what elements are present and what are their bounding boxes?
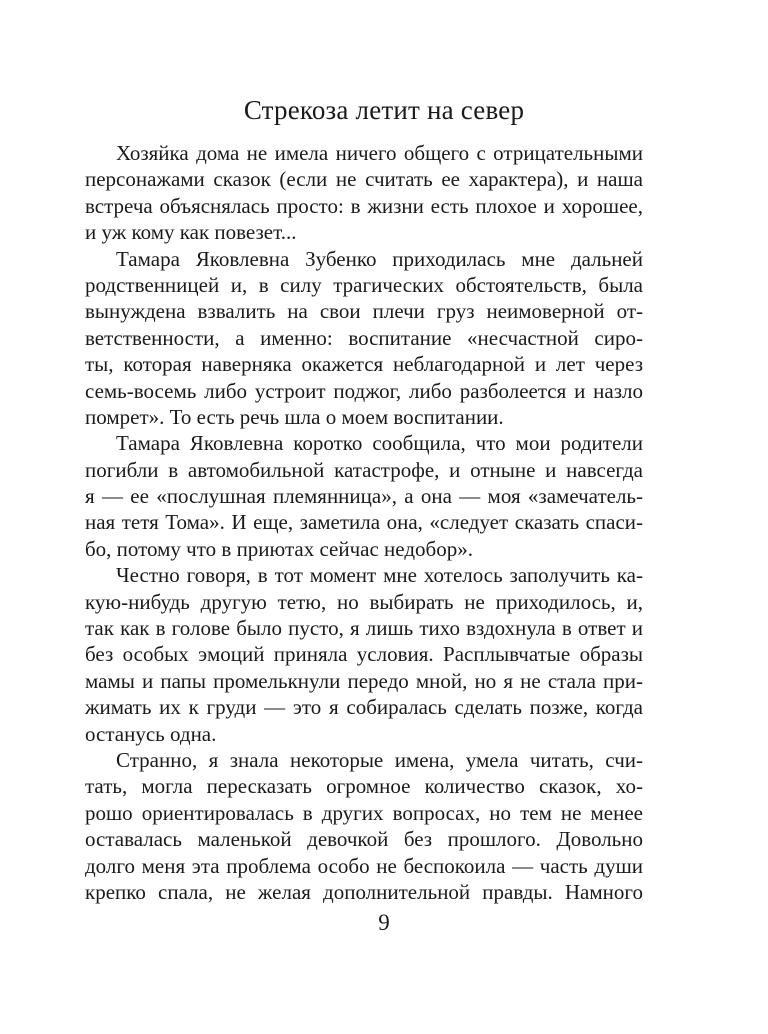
text-line: Тамара Яковлевна коротко сообщила, что мои родители [116,431,643,456]
text-line: персонажами сказок (если не считать ее характера), и наша [85,167,643,192]
text-line: бо, потому что в приютах сейчас недобор». [85,536,473,561]
text-line: родственницей и, в силу трагических обстоятельств, была [85,272,643,297]
text-line: крепко спала, не желая дополнительной правды. Намного [85,879,643,904]
text-line: оставалась маленькой девочкой без прошлого. Довольно [85,827,643,852]
text-line: Странно, я знала некоторые имена, умела читать, счи- [116,747,643,772]
page-number: 9 [378,910,390,935]
text-line: тать, могла пересказать огромное количество сказок, хо- [85,774,643,799]
text-line: жимать их к груди — это я собиралась сделать позже, когда [85,695,643,720]
text-line: семь-восемь либо устроит поджог, либо разболеется и назло [85,378,643,403]
text-line: помрет». То есть речь шла о моем воспитании. [85,404,504,429]
text-line: Тамара Яковлевна Зубенко приходилась мне дальней [116,246,643,271]
text-line: долго меня эта проблема особо не беспокоила — часть души [85,853,643,878]
text-line: так как в голове было пусто, я лишь тихо вздохнула в ответ и [85,616,643,641]
text-line: я — ее «послушная племянница», а она — моя «замечатель- [85,484,643,509]
text-line: погибли в автомобильной катастрофе, и отныне и навсегда [85,457,643,482]
text-line: без особых эмоций приняла условия. Расплывчатые образы [85,642,643,667]
text-line: Хозяйка дома не имела ничего общего с отрицательными [116,141,643,165]
body-text [85,140,643,905]
text-line: Честно говоря, в тот момент мне хотелось заполучить ка- [116,563,643,588]
text-line: рошо ориентировалась в других вопросах, но тем не менее [85,800,643,825]
text-line: и уж кому как повезет... [85,220,297,245]
text-line: ты, которая наверняка окажется неблагодарной и лет через [85,352,643,377]
text-line: встреча объяснялась просто: в жизни есть плохое и хорошее, [85,193,643,218]
running-head: Стрекоза летит на север [243,95,525,125]
text-line: ветственности, а именно: воспитание «несчастной сиро- [85,325,643,350]
text-line: останусь одна. [85,721,217,746]
text-line: ная тетя Тома». И еще, заметила она, «следует сказать спаси- [85,510,643,535]
text-line: мамы и папы промелькнули передо мной, но я не стала при- [85,668,643,693]
text-line: кую-нибудь другую тетю, но выбирать не приходилось, и, [85,589,643,614]
text-line: вынуждена взвалить на свои плечи груз неимоверной от- [85,299,643,324]
